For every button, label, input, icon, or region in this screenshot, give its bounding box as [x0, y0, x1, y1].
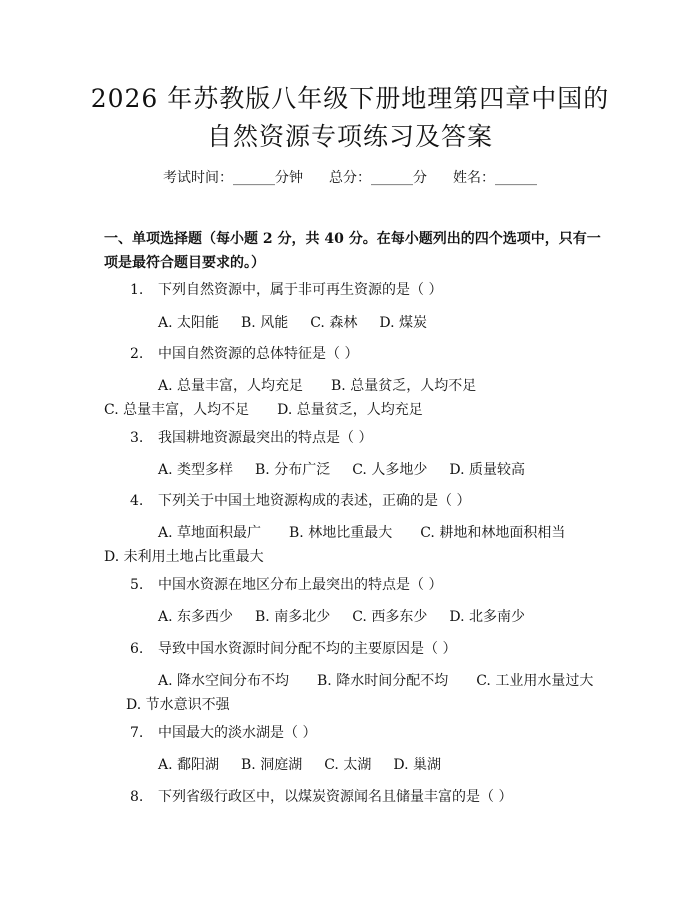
option-b: B. 南多北少 [255, 609, 331, 625]
option-b: B. 分布广泛 [255, 462, 331, 478]
document-title-line-2: 自然资源专项练习及答案 [206, 122, 493, 151]
option-d: D. 北多南少 [449, 609, 525, 625]
option-c: C. 耕地和林地面积相当 [420, 525, 566, 541]
option-c: C. 人多地少 [352, 462, 428, 478]
question-stem: 下列自然资源中，属于非可再生资源的是（ ） [158, 282, 443, 298]
option-d: D. 节水意识不强 [126, 697, 230, 713]
option-b: B. 林地比重最大 [289, 525, 393, 541]
option-a: A. 草地面积最广 [158, 525, 262, 541]
option-d: D. 巢湖 [393, 757, 441, 773]
question-stem: 中国自然资源的总体特征是（ ） [158, 346, 359, 362]
document-title-line-1: 2026 年苏教版八年级下册地理第四章中国的 [90, 84, 610, 113]
option-d: D. 煤炭 [379, 315, 427, 331]
option-c: C. 西多东少 [352, 609, 428, 625]
question-8 [130, 786, 512, 808]
question-number: 5. [130, 577, 144, 593]
option-b: B. 降水时间分配不均 [317, 673, 449, 689]
question-stem: 下列关于中国土地资源构成的表述，正确的是（ ） [158, 493, 471, 509]
question-stem: 我国耕地资源最突出的特点是（ ） [158, 430, 373, 446]
total-score-label: 总分： [329, 170, 371, 186]
exam-time-unit: 分钟 [275, 170, 303, 186]
exam-time-label: 考试时间： [163, 170, 233, 186]
question-2 [130, 343, 358, 365]
question-number: 2. [130, 346, 144, 362]
question-4-options [104, 521, 604, 569]
option-a: A. 降水空间分布不均 [158, 673, 290, 689]
question-6 [130, 638, 456, 660]
option-a: A. 太阳能 [158, 315, 220, 331]
question-stem: 下列省级行政区中，以煤炭资源闻名且储量丰富的是（ ） [158, 789, 513, 805]
option-d: D. 总量贫乏，人均充足 [277, 402, 423, 418]
exam-info-line [0, 168, 700, 188]
exam-time-blank: ______ [233, 170, 275, 186]
option-d: D. 质量较高 [449, 462, 525, 478]
total-score-unit: 分 [413, 170, 427, 186]
question-1 [130, 279, 442, 301]
question-7 [130, 722, 316, 744]
question-7-options [104, 753, 604, 777]
option-a: A. 总量丰富，人均充足 [158, 378, 304, 394]
question-number: 1. [130, 282, 144, 298]
option-a: A. 鄱阳湖 [158, 757, 220, 773]
student-name-label: 姓名： [453, 170, 495, 186]
option-c: C. 森林 [310, 315, 358, 331]
option-a: A. 类型多样 [158, 462, 234, 478]
option-d: D. 未利用土地占比重最大 [104, 549, 264, 565]
option-c: C. 工业用水量过大 [476, 673, 594, 689]
question-number: 7. [130, 725, 144, 741]
question-stem: 中国水资源在地区分布上最突出的特点是（ ） [158, 577, 443, 593]
question-number: 6. [130, 641, 144, 657]
question-2-options [104, 374, 604, 422]
option-b: B. 总量贫乏，人均不足 [331, 378, 477, 394]
question-stem: 中国最大的淡水湖是（ ） [158, 725, 317, 741]
question-4 [130, 490, 470, 512]
option-c: C. 太湖 [324, 757, 372, 773]
option-b: B. 洞庭湖 [241, 757, 303, 773]
question-3-options [104, 458, 604, 482]
total-score-blank: ______ [371, 170, 413, 186]
student-name-blank: ______ [495, 170, 537, 186]
question-number: 8. [130, 789, 144, 805]
question-1-options [104, 311, 604, 335]
section-1-heading: 一、单项选择题（每小题 2 分，共 40 分。在每小题列出的四个选项中，只有一项是最符合题目要求的。） [104, 231, 601, 271]
question-5-options [104, 605, 604, 629]
question-number: 4. [130, 493, 144, 509]
question-5 [130, 574, 442, 596]
question-3 [130, 427, 372, 449]
option-a: A. 东多西少 [158, 609, 234, 625]
question-number: 3. [130, 430, 144, 446]
option-c: C. 总量丰富，人均不足 [104, 402, 250, 418]
option-b: B. 风能 [241, 315, 289, 331]
question-stem: 导致中国水资源时间分配不均的主要原因是（ ） [158, 641, 457, 657]
question-6-options [104, 669, 604, 717]
